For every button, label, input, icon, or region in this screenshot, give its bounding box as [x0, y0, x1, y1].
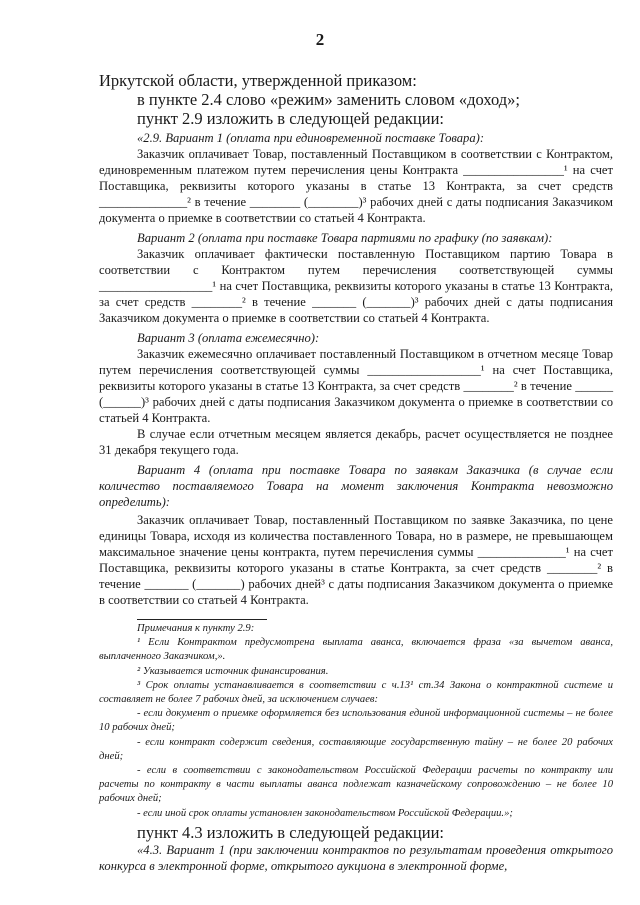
note-bullet-3: - если в соответствии с законодательством Российской Федерации расчеты по контракту или расчеты по контракту в части выплаты аванса подлежат казначейскому сопровождению – не более 10 рабочих дней;: [99, 765, 613, 805]
heading-line-3: пункт 2.9 изложить в следующей редакции:: [137, 109, 445, 128]
page-number: 2: [315, 30, 325, 49]
heading-line-1: Иркутской области, утвержденной приказом:: [99, 71, 417, 90]
document-body: [99, 71, 613, 874]
notes-divider: [137, 619, 267, 620]
variant-4-body: Заказчик оплачивает Товар, поставленный Поставщиком по заявке Заказчика, по цене единицы Товара, исходя из количества поставленного Товара, но в размере, не превышающем максимальное значение цены контракта, путем перечисления суммы ______________¹ на счет Поставщика, реквизиты которого указаны в статье Контракта, за счет средств ________² в течение _______ (_______) рабочих дней³ с даты подписания Заказчиком документа о приемке в соответствии со статьей 4 Контракта.: [99, 513, 613, 607]
variant-1-title: «2.9. Вариант 1 (оплата при единовременной поставке Товара):: [137, 131, 485, 145]
variant-3-body: Заказчик ежемесячно оплачивает поставленный Поставщиком в отчетном месяце Товар путем перечисления соответствующей суммы __________________¹ на счет Поставщика, реквизиты которого указаны в статье 13 Контракта, за счет средств ________² в течение ______ (______)³ рабочих дней с даты подписания Заказчиком документа о приемке в соответствии со статьей 4 Контракта.: [99, 347, 613, 425]
december-clause: В случае если отчетным месяцем является декабрь, расчет осуществляется не позднее 31 декабря текущего года.: [99, 427, 613, 457]
notes-header: Примечания к пункту 2.9:: [137, 623, 255, 634]
note-bullet-2: - если контракт содержит сведения, составляющие государственную тайну – не более 20 рабочих дней;: [99, 736, 613, 762]
heading-line-2: в пункте 2.4 слово «режим» заменить словом «доход»;: [137, 90, 520, 109]
note-2: ² Указывается источник финансирования.: [137, 665, 329, 677]
point-4-3-heading: пункт 4.3 изложить в следующей редакции:: [137, 822, 445, 842]
variant-4-title: Вариант 4 (оплата при поставке Товара по заявкам Заказчика (в случае если количество поставляемого Товара на момент заключения Контракта невозможно определить):: [99, 463, 613, 509]
variant-2-body: Заказчик оплачивает фактически поставленную Поставщиком партию Товара в соответствии с Контрактом путем перечисления соответствующей суммы __________________¹ на счет Поставщика, реквизиты которого указаны в статье 13 Контракта, за счет средств ________² в течение _______ (_______)³ рабочих дней с даты подписания Заказчиком документа о приемке в соответствии со статьей 4 Контракта.: [99, 247, 613, 325]
note-bullet-4: - если иной срок оплаты установлен законодательством Российской Федерации.»;: [137, 807, 513, 819]
variant-3-title: Вариант 3 (оплата ежемесячно):: [137, 331, 320, 345]
point-4-3-variant-1: «4.3. Вариант 1 (при заключении контрактов по результатам проведения открытого конкурса в электронной форме, открытого аукциона в электронной форме,: [99, 842, 613, 873]
note-1: ¹ Если Контрактом предусмотрена выплата аванса, включается фраза «за вычетом аванса, выплаченного Заказчиком,».: [99, 637, 613, 663]
notes-block: [99, 622, 613, 821]
note-3: ³ Срок оплаты устанавливается в соответствии с ч.13¹ ст.34 Закона о контрактной системе и составляет не более 7 рабочих дней, за исключением случаев:: [99, 679, 613, 706]
variant-1-body: Заказчик оплачивает Товар, поставленный Поставщиком в соответствии с Контрактом, единовременным платежом путем перечисления цены Контракта ________________¹ на счет Поставщика, реквизиты которого указаны в статье 13 Контракта, за счет средств ______________² в течение ________ (________)³ рабочих дней с даты подписания Заказчиком документа о приемке в соответствии со статьей 4 Контракта.: [99, 147, 613, 225]
note-bullet-1: - если документ о приемке оформляется без использования единой информационной системы – не более 10 рабочих дней;: [99, 708, 613, 734]
variant-2-title: Вариант 2 (оплата при поставке Товара партиями по графику (по заявкам):: [137, 231, 553, 245]
